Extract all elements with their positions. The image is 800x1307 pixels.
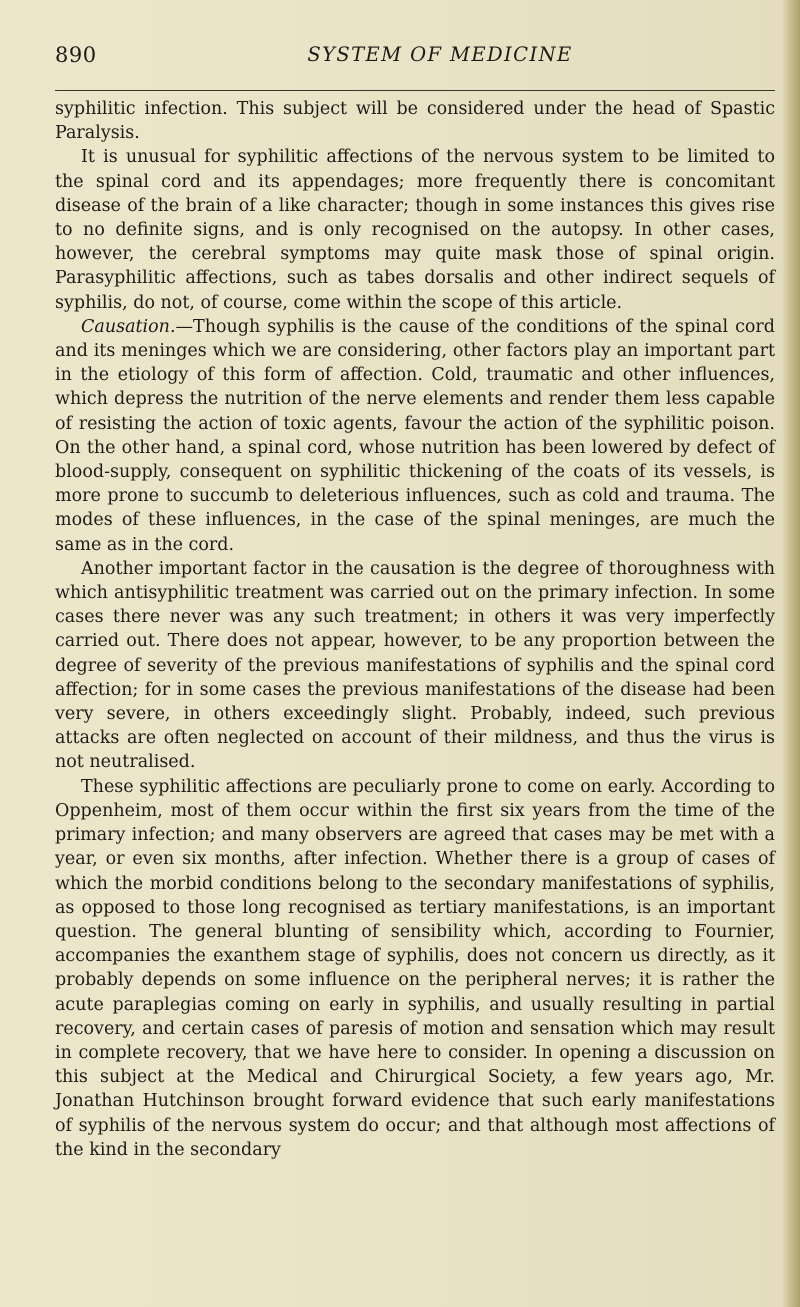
- running-head: SYSTEM OF MEDICINE: [307, 43, 573, 66]
- paragraph: [55, 315, 775, 557]
- paragraph-text: —Though syphilis is the cause of the conditions of the spinal cord and its meninges which we are considering, other factors play an important part in the etiology of this form of affection. Cold, traumatic and other influences, which depress the nutrition of the nerve elements and render them less capable of resisting the action of toxic agents, favour the action of the syphilitic poison. On the other hand, a spinal cord, whose nutrition has been lowered by defect of blood-supply, consequent on syphilitic thickening of the coats of its vessels, is more prone to succumb to deleterious influences, such as cold and trauma. The modes of these influences, in the case of the spinal meninges, are much the same as in the cord.: [55, 316, 775, 555]
- section-heading: Causation.: [81, 316, 176, 337]
- body-text: [55, 97, 775, 1162]
- paragraph: [55, 557, 775, 775]
- header-rule: [55, 90, 775, 91]
- page-edge-shadow: [782, 0, 800, 1307]
- paragraph-text: Another important factor in the causation is the degree of thoroughness with which antisyphilitic treatment was carried out on the primary infection. In some cases there never was any such treatment; in others it was very imperfectly carried out. There does not appear, however, to be any proportion between the degree of severity of the previous manifestations of syphilis and the spinal cord affection; for in some cases the previous manifestations of the disease had been very severe, in others exceedingly slight. Probably, indeed, such previous attacks are often neglected on account of their mildness, and thus the virus is not neutralised.: [55, 558, 775, 773]
- paragraph: syphilitic infection. This subject will be considered under the head of Spastic Paralysis.: [55, 99, 775, 144]
- page-number: 890: [55, 43, 97, 67]
- page-header: [55, 40, 775, 70]
- paragraph-text: It is unusual for syphilitic affections of the nervous system to be limited to the spinal cord and its appendages; more frequently there is concomitant disease of the brain of a like character; though in some instances this gives rise to no definite signs, and is only recognised on the autopsy. In other cases, however, the cerebral symptoms may quite mask those of spinal origin. Parasyphilitic affections, such as tabes dorsalis and other indirect sequels of syphilis, do not, of course, come within the scope of this article.: [55, 147, 775, 313]
- paragraph-text: These syphilitic affections are peculiarly prone to come on early. According to Oppenheim, most of them occur within the first six years from the time of the primary infection; and many observers are agreed that cases may be met with a year, or even six months, after infection. Whether there is a group of cases of which the morbid conditions belong to the secondary manifestations of syphilis, as opposed to those long recognised as tertiary manifestations, is an important question. The general blunting of sensibility which, according to Fournier, accompanies the exanthem stage of syphilis, does not concern us directly, as it probably depends on some influence on the peripheral nerves; it is rather the acute paraplegias coming on early in syphilis, and usually resulting in partial recovery, and certain cases of paresis of motion and sensation which may result in complete recovery, that we have here to consider. In opening a discussion on this subject at the Medical and Chirurgical Society, a few years ago, Mr. Jonathan Hutchinson brought forward evidence that such early manifestations of syphilis of the nervous system do occur; and that although most affections of the kind in the secondary: [55, 776, 775, 1160]
- paragraph: [55, 145, 775, 314]
- paragraph: [55, 775, 775, 1162]
